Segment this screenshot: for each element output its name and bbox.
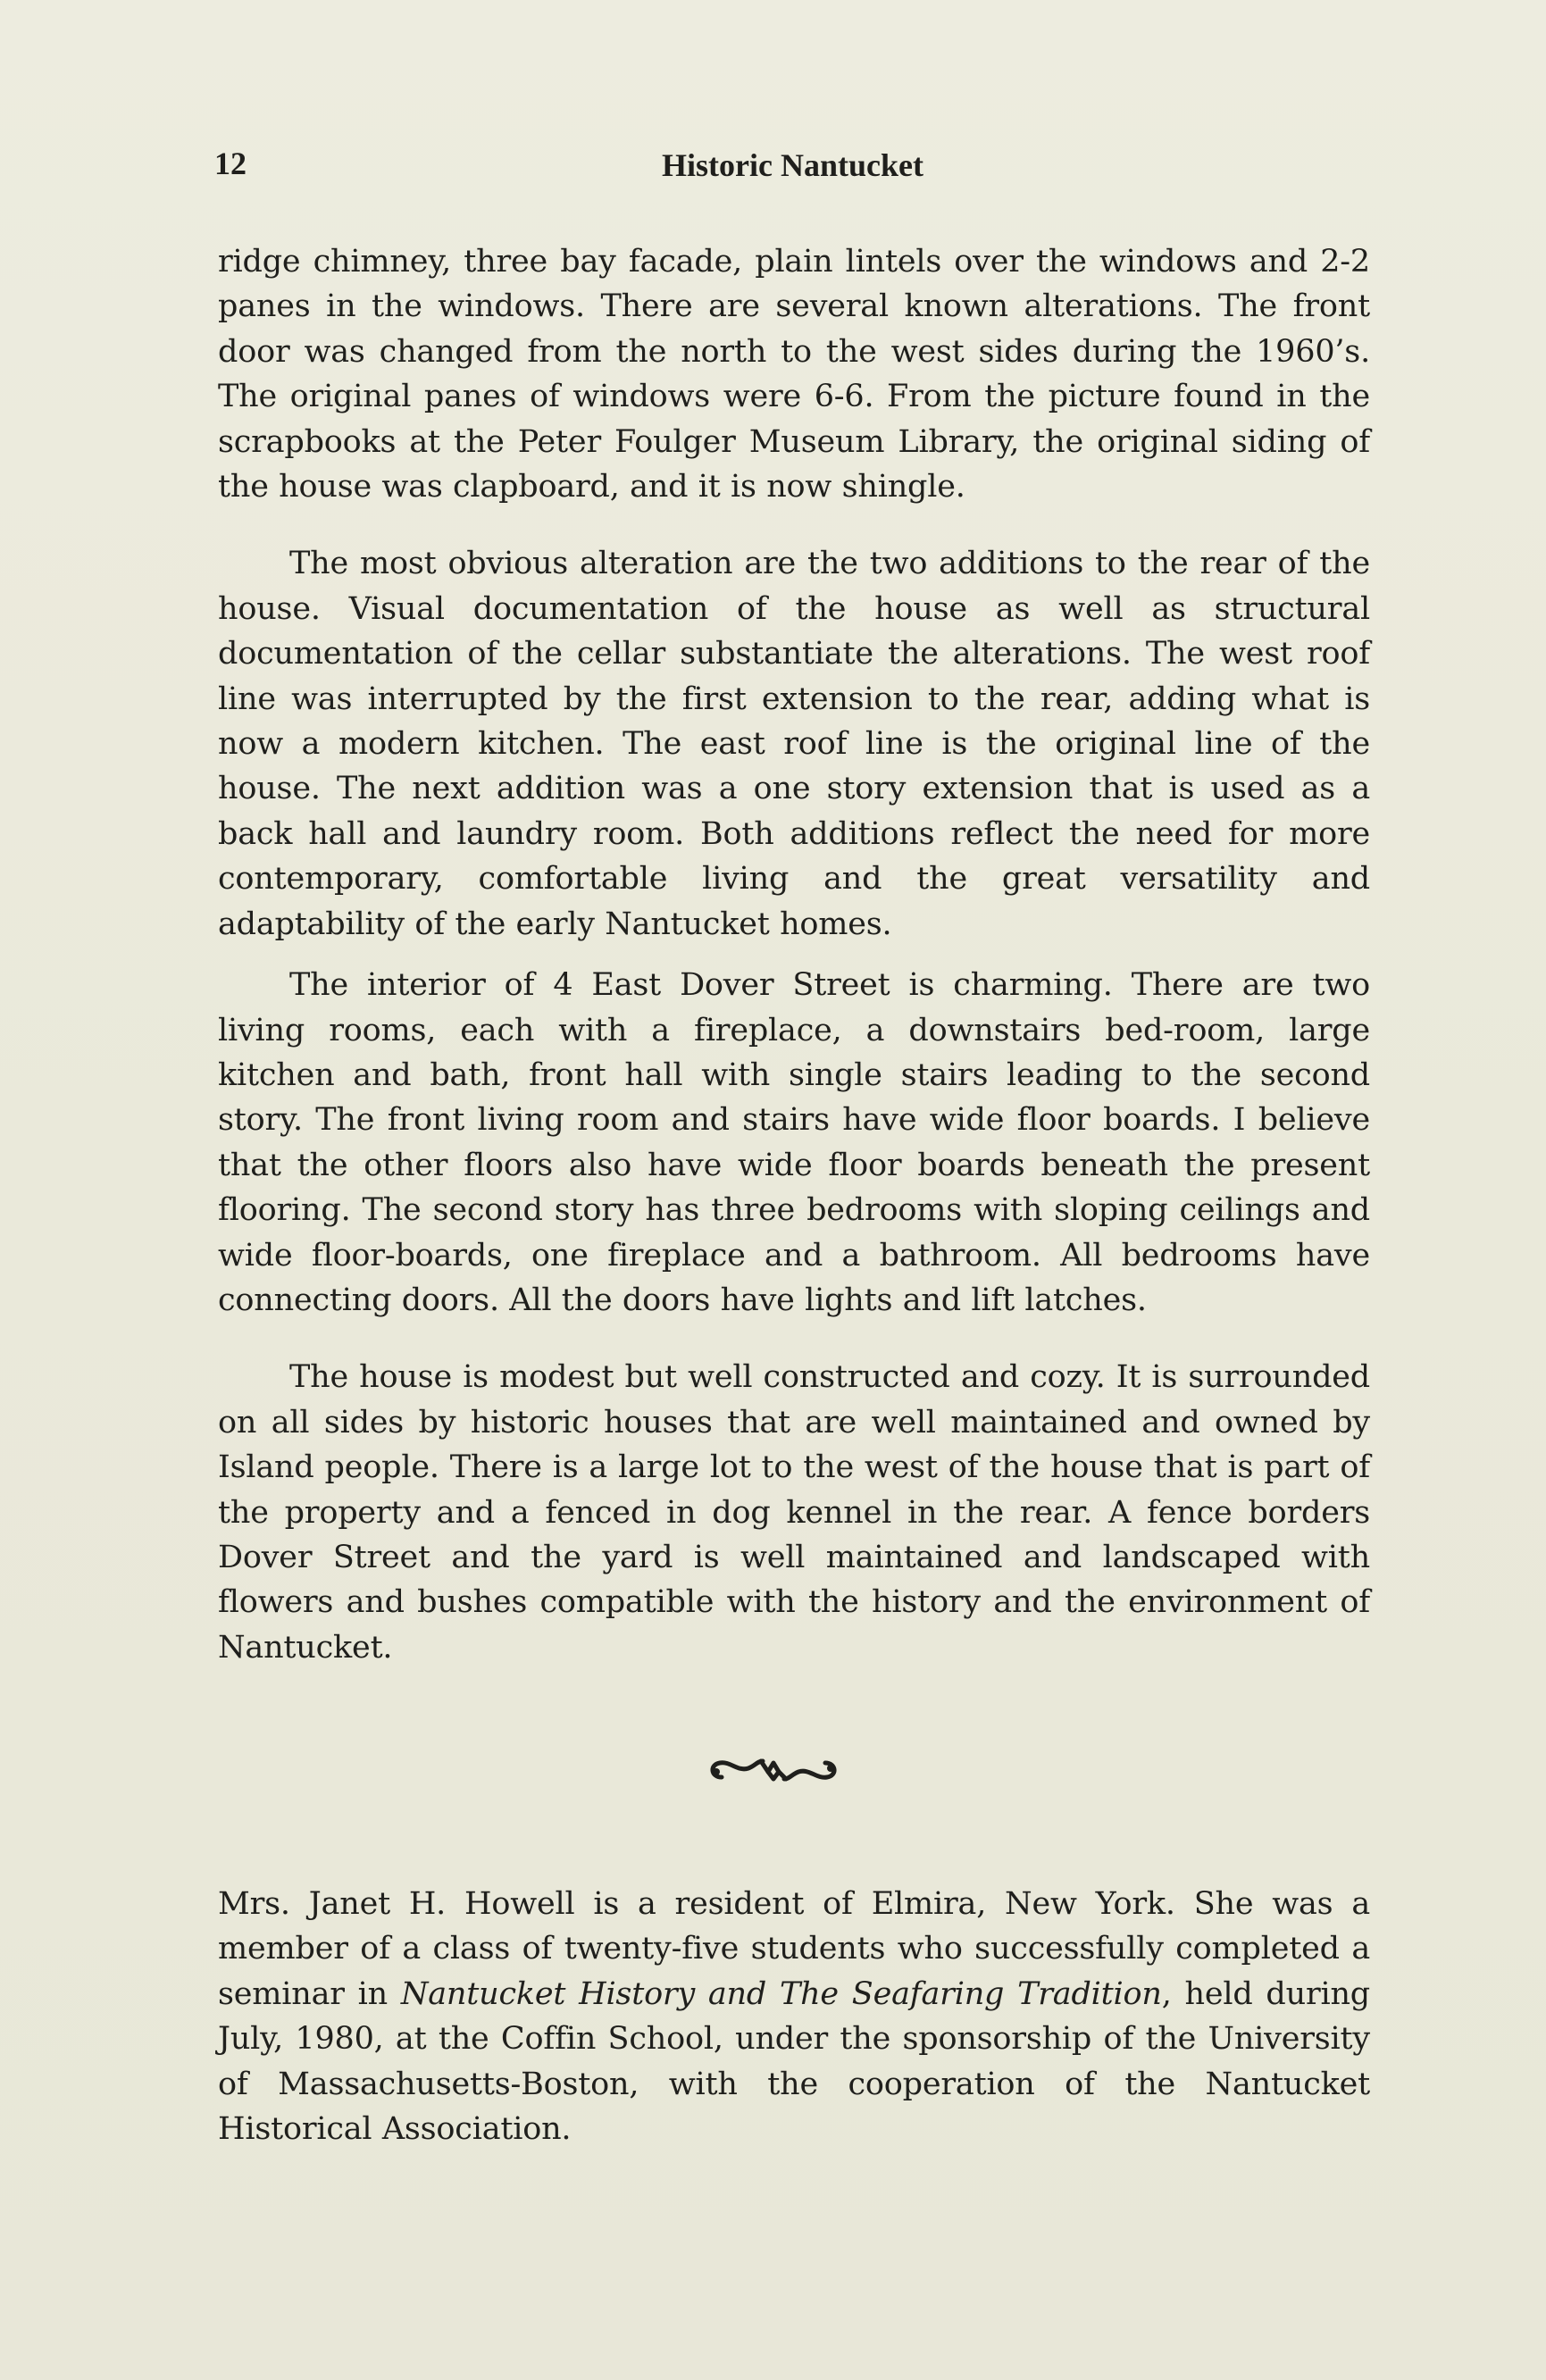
bio-text-after: , held during July, 1980, at the Coffin School, under the sponsorship of the University of Massachusetts-Boston, with the cooperation of the Nantucket Historical Association. <box>218 1975 1371 2148</box>
article-body <box>218 239 1370 1670</box>
page-number: 12 <box>214 146 247 181</box>
page-header <box>214 145 1371 189</box>
paragraph-1: ridge chimney, three bay facade, plain lintels over the windows and 2-2 panes in the windows. There are several known alterations. The front door was changed from the north to the west sides during the 1960’s. The original panes of windows were 6-6. From the picture found in the scrapbooks at the Peter Foulger Museum Library, the original siding of the house was clapboard, and it is now shingle. <box>218 244 1370 505</box>
bio-text-before: Mrs. Janet H. Howell is a resident of Elmira, New York. She was a member of a class of twenty-five students who successfully completed a seminar in <box>218 1886 1370 2012</box>
section-divider <box>0 1752 1546 1788</box>
decorative-scroll-ornament-icon <box>702 1752 845 1788</box>
author-bio <box>218 1882 1370 2151</box>
paragraph-2: The most obvious alteration are the two additions to the rear of the house. Visual documentation of the house as well as structural documentation of the cellar substantiate the alterations. The west roof line was interrupted by the first extension to the rear, adding what is now a modern kitchen. The east roof line is the original line of the house. The next addition was a one story extension that is used as a back hall and laundry room. Both additions reflect the need for more contemporary, comfortable living and the great versatility and adaptability of the early Nantucket homes. <box>218 546 1370 942</box>
paragraph-3: The interior of 4 East Dover Street is charming. There are two living rooms, each with a fireplace, a downstairs bed-room, large kitchen and bath, front hall with single stairs leading to the second story. The front living room and stairs have wide floor boards. I believe that the other floors also have wide floor boards beneath the present flooring. The second story has three bedrooms with sloping ceilings and wide floor-boards, one fireplace and a bathroom. All bedrooms have connecting doors. All the doors have lights and lift latches. <box>218 967 1370 1318</box>
bio-paragraph <box>218 1882 1370 2151</box>
paragraph-4: The house is modest but well constructed and cozy. It is surrounded on all sides by historic houses that are well maintained and owned by Island people. There is a large lot to the west of the house that is part of the property and a fenced in dog kennel in the rear. A fence borders Dover Street and the yard is well maintained and landscaped with flowers and bushes compatible with the history and the environment of Nantucket. <box>218 1359 1370 1666</box>
running-title: Historic Nantucket <box>662 147 923 183</box>
seminar-title: Nantucket History and The Seafaring Tradition <box>400 1975 1162 2012</box>
